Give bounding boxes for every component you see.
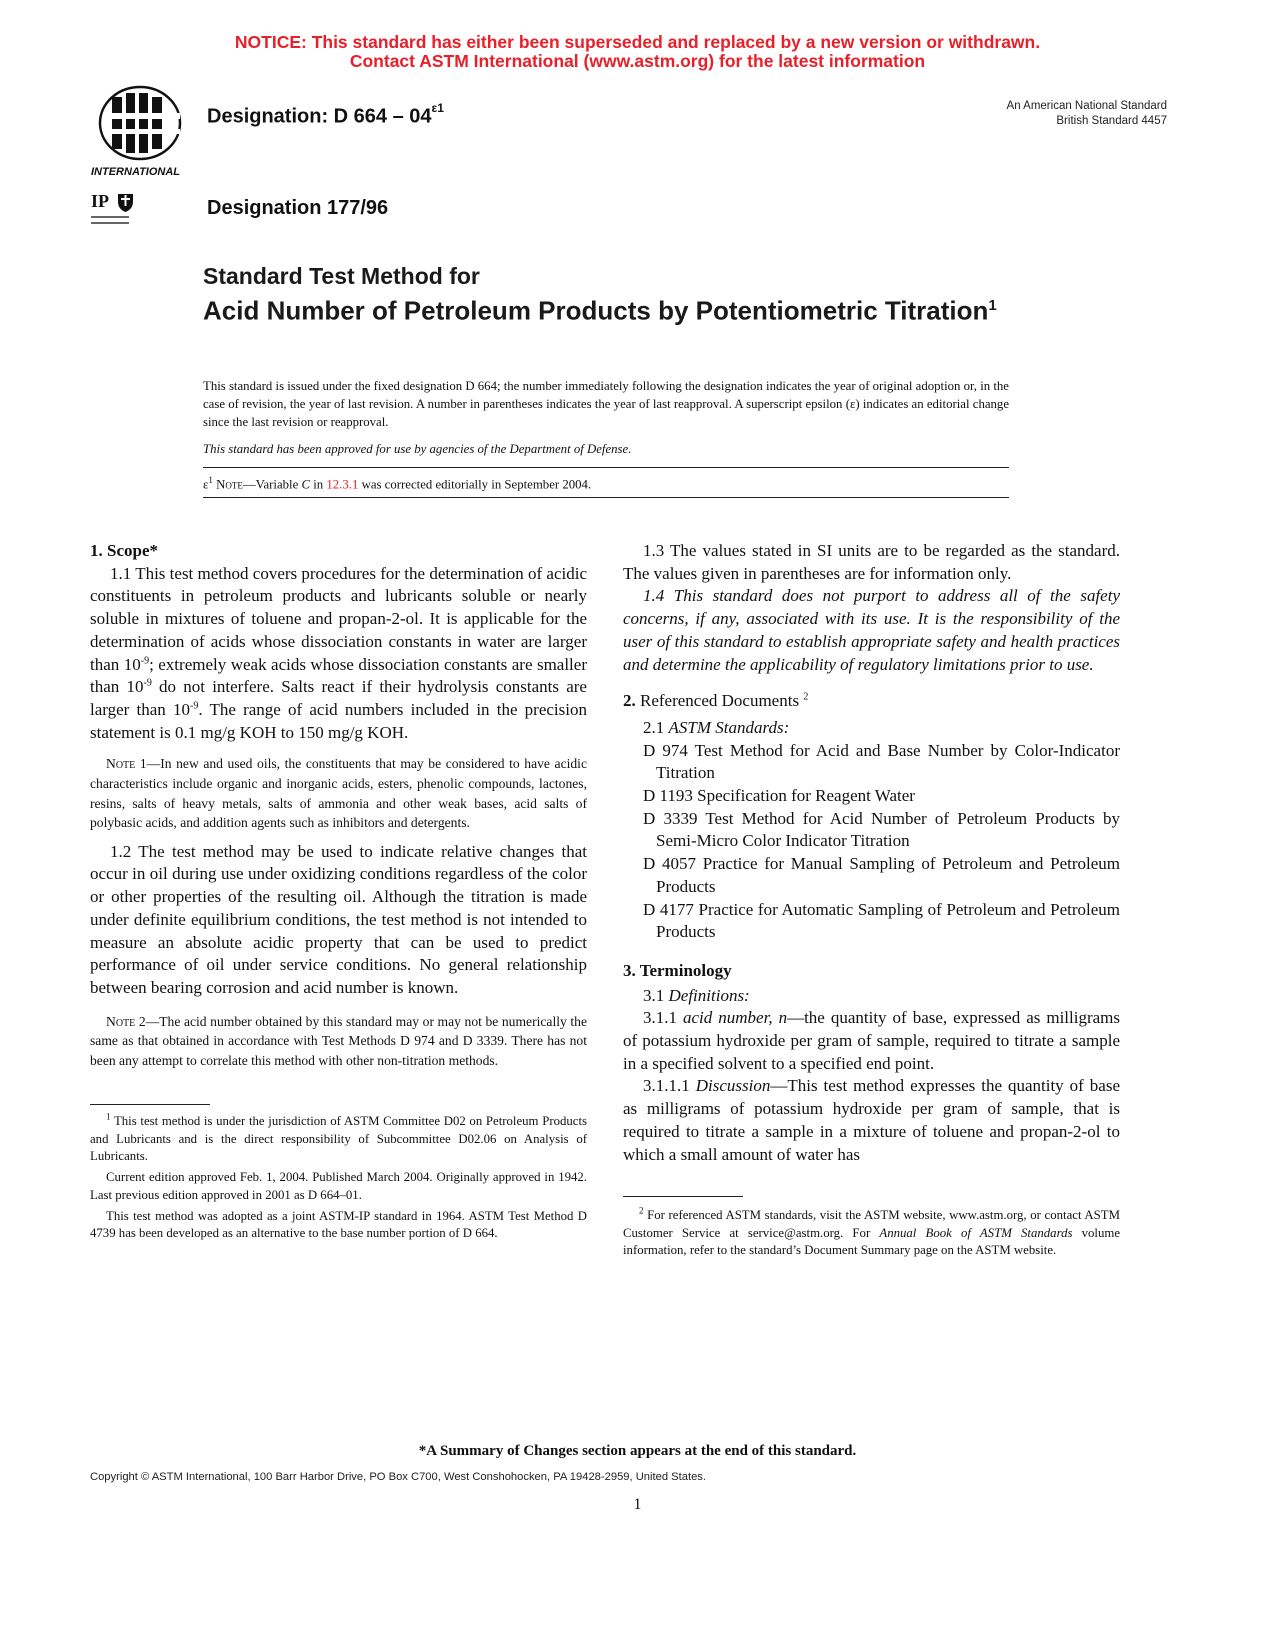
footnote-1-adoption: This test method was adopted as a joint ASTM-IP standard in 1964. ASTM Test Method D 4739 has been developed as an alternative to the base number portion of D 664.: [90, 1208, 587, 1241]
paragraph-2-1: 2.1 ASTM Standards:: [643, 717, 790, 737]
paragraph-3-1: 3.1 Definitions:: [643, 985, 750, 1005]
ref-d974: D 974 Test Method for Acid and Base Number by Color-Indicator Titration: [643, 740, 1120, 783]
section-heading-scope: 1. Scope*: [90, 541, 158, 560]
title-main: Acid Number of Petroleum Products by Potentiometric Titration$^1$: [203, 295, 997, 326]
section-link-12-3-1[interactable]: 12.3.1: [326, 477, 359, 492]
svg-text:IP: IP: [91, 191, 109, 211]
copyright-line: Copyright © ASTM International, 100 Barr Harbor Drive, PO Box C700, West Conshohocken, PA 19428-2959, United States.: [90, 1471, 706, 1483]
document-title: [203, 262, 1063, 327]
designation-astm: Designation: D $664 - 04^{\varepsilon 1}$: [207, 101, 444, 128]
ref-d1193: D 1193 Specification for Reagent Water: [643, 786, 915, 806]
note-1: Note 1—In new and used oils, the constituents that may be considered to have acidic characteristics include organic and inorganic acids, esters, phenolic compounds, lactones, resins, salts of heavy metals, salts of ammonia and other weak bases, acid salts of polybasic acids, and addition agents such as inhibitors and detergents.: [90, 756, 587, 831]
institute-of-petroleum-logo: [91, 191, 153, 231]
right-column: [623, 540, 1120, 1259]
designation-ip: Designation 177/96: [207, 197, 389, 219]
paragraph-1-4: 1.4 This standard does not purport to address all of the safety concerns, if any, associated with its use. It is the responsibility of the user of this standard to establish appropriate safety and health practices and determine the applicability of regulatory limitations prior to use.: [623, 586, 1120, 674]
ref-d3339: D 3339 Test Method for Acid Number of Petroleum Products by Semi-Micro Color Indicator Titration: [643, 808, 1120, 851]
epsilon-note: $\varepsilon^1$ Note—Variable C in 12.3.1 was corrected editorially in September 2004.: [203, 475, 592, 492]
footnote-divider: [623, 1196, 743, 1197]
national-standard-info: An American National Standard British Standard 4457: [1006, 100, 1167, 127]
notice-line-2: Contact ASTM International (www.astm.org) for the latest information: [349, 51, 926, 71]
paragraph-3-1-1: 3.1.1 acid number, n—the quantity of base, expressed as milligrams of potassium hydroxide per gram of sample, required to titrate a sample in a specified solvent to a specified end point.: [623, 1008, 1121, 1073]
page-number: 1: [633, 1496, 642, 1513]
svg-text:INTERNATIONAL: INTERNATIONAL: [91, 166, 181, 178]
note-2: Note 2—The acid number obtained by this standard may or may not be numerically the same as that obtained in accordance with Test Methods D 974 and D 3339. There has not been any attempt to correlate this method with other non-titration methods.: [90, 1013, 587, 1068]
paragraph-3-1-1-1: 3.1.1.1 Discussion—This test method expresses the quantity of base as milligrams of potassium hydroxide per gram of sample, that is required to titrate a sample in a mixture of toluene and propan-2-ol to which a small amount of water has: [623, 1076, 1120, 1164]
paragraph-1-2: 1.2 The test method may be used to indicate relative changes that occur in oil during use under oxidizing conditions regardless of the color or other properties of the resulting oil. Although the titration is made under definite equilibrium conditions, the test method is not intended to measure an absolute acidic property that can be used to predict performance of oil under service conditions. No general relationship between bearing corrosion and acid number is known.: [90, 841, 587, 997]
ref-d4057: D 4057 Practice for Manual Sampling of Petroleum and Petroleum Products: [643, 854, 1120, 896]
paragraph-1-3: 1.3 The values stated in SI units are to be regarded as the standard. The values given in parentheses are for information only.: [623, 541, 1120, 583]
divider: [203, 497, 1009, 498]
left-column: [90, 540, 587, 1242]
paragraph-1-1: 1.1 This test method covers procedures for the determination of acidic constituents in petroleum products and lubricants soluble or nearly soluble in mixtures of toluene and propan-2-ol. It is applicable for the determination of acids whose dissociation constants in water are larger than $10^{-9}$; extremely weak acids whose dissociation constants are smaller than $10^{-9}$ do not interfere. Salts react if their hydrolysis constants are larger than $10^{-9}$. The range of acid numbers included in the precision statement is 0.1 mg/g KOH to 150 mg/g KOH.: [90, 563, 587, 742]
footnote-2: $^2$ For referenced ASTM standards, visit the ASTM website, www.astm.org, or contact ASTM Customer Service at service@astm.org. For Annual Book of ASTM Standards volume information, refer to the standard’s Document Summary page on the ASTM website.: [623, 1206, 1121, 1257]
footnote-1-edition: Current edition approved Feb. 1, 2004. Published March 2004. Originally approved in 1942. Last previous edition approved in 2001 as D 664–01.: [90, 1170, 587, 1202]
dod-approval: This standard has been approved for use by agencies of the Department of Defense.: [203, 442, 632, 456]
ref-d4177: D 4177 Practice for Automatic Sampling of Petroleum and Petroleum Products: [643, 899, 1120, 942]
astm-international-logo: [90, 83, 196, 179]
footnote-1: $^1$ This test method is under the jurisdiction of ASTM Committee D02 on Petroleum Products and Lubricants and is the direct responsibility of Subcommittee D02.06 on Analysis of Lubricants.: [90, 1112, 587, 1163]
summary-of-changes-note: *A Summary of Changes section appears at the end of this standard.: [418, 1443, 857, 1459]
notice-line-1: NOTICE: This standard has either been superseded and replaced by a new version or withdrawn.: [234, 32, 1041, 52]
footnote-divider: [90, 1104, 210, 1105]
divider: [203, 467, 1009, 468]
section-heading-referenced-documents: 2. Referenced Documents $^2$: [623, 691, 809, 711]
section-heading-terminology: 3. Terminology: [623, 960, 732, 980]
withdrawal-notice: [0, 33, 1275, 71]
title-prefix: Standard Test Method for: [203, 263, 480, 289]
preamble-text: This standard is issued under the fixed designation D 664; the number immediately following the designation indicates the year of original adoption or, in the case of revision, the year of last revision. A number in parentheses indicates the year of last reapproval. A superscript epsilon (ε) indicates an editorial change since the last revision or reapproval.: [203, 379, 1009, 429]
